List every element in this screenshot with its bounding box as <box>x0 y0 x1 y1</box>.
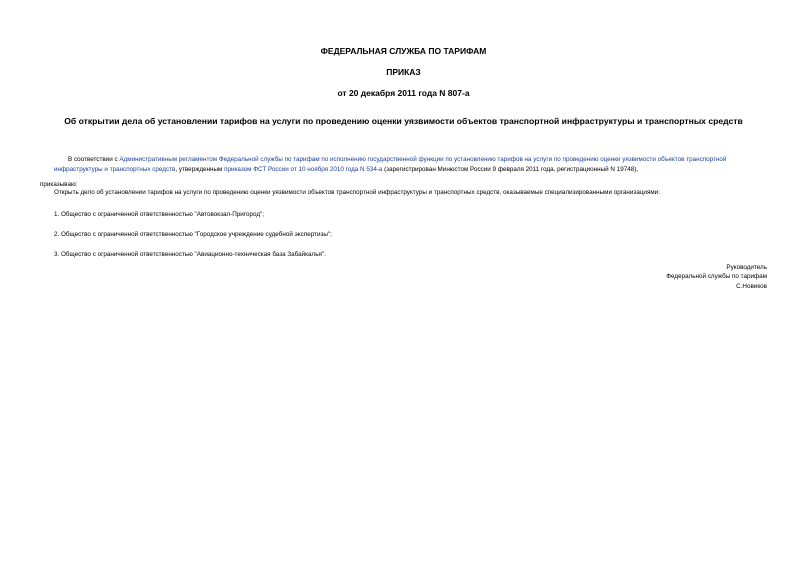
signature-position: Руководитель <box>726 264 767 271</box>
agency-heading: ФЕДЕРАЛЬНАЯ СЛУЖБА ПО ТАРИФАМ <box>320 46 487 56</box>
intro-paragraph <box>54 155 754 174</box>
list-item: 1. Общество с ограниченной ответственностью "Автовокзал-Пригород"; <box>54 211 265 218</box>
intro-suffix: (зарегистрирован Минюстом России 9 февраля 2011 года, регистрационный N 19748), <box>382 165 639 173</box>
signature-name: С.Новиков <box>736 283 767 290</box>
ordered-label: приказываю: <box>40 181 78 188</box>
document-type-heading: ПРИКАЗ <box>386 67 421 77</box>
intro-middle: , утвержденным <box>175 165 225 173</box>
signature-organization: Федеральной службы по тарифам <box>666 273 767 280</box>
document-title: Об открытии дела об установлении тарифов на услуги по проведению оценки уязвимости объектов транспортной инфраструктуры и транспортных средств <box>64 116 743 126</box>
document-date-number: от 20 декабря 2011 года N 807-а <box>337 88 470 98</box>
intro-prefix: В соответствии с <box>68 156 120 163</box>
list-item: 2. Общество с ограниченной ответственностью "Городское учреждение судебной экспертизы"; <box>54 231 332 238</box>
order-534a-link[interactable]: приказом ФСТ России от 10 ноября 2010 года N 534-а <box>224 165 383 173</box>
list-item: 3. Общество с ограниченной ответственностью "Авиационно-техническая база Забайкалья". <box>54 251 326 258</box>
ordered-text: Открыть дело об установлении тарифов на услуги по проведению оценки уязвимости объектов транспортной инфраструктуры и транспортных средств, оказываемые специализированными организациями: <box>54 189 660 196</box>
regulation-link[interactable]: Административным регламентом Федеральной службы по тарифам по исполнению государственной функции по установлению тарифов на услуги по проведению оценки уязвимости объектов транспортной инфраструктуры и транспортных средств <box>54 156 727 173</box>
